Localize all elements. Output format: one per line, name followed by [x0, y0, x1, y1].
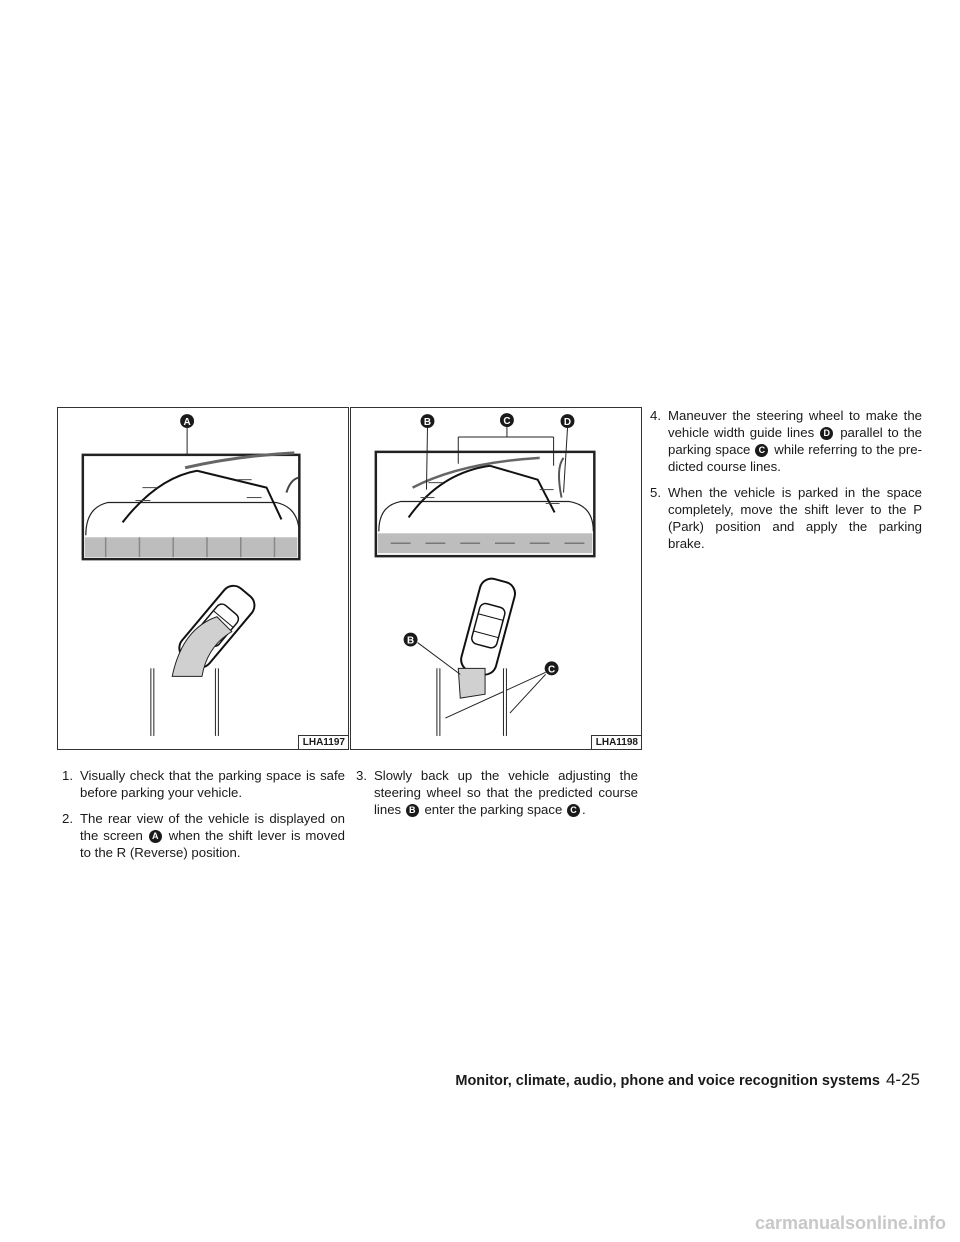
ref-c-icon: C — [755, 444, 768, 457]
step-2: 2. The rear view of the vehicle is displayed on the screen A when the shift lever is moved to the R (Reverse) position. — [62, 811, 345, 860]
callout-c-2: C — [548, 664, 556, 676]
text-column-3 — [650, 407, 922, 561]
callout-c-1: C — [503, 416, 511, 428]
figure-code: LHA1198 — [591, 735, 641, 749]
step-5: 5. When the vehicle is parked in the space completely, move the shift lever to the P (Park) position and apply the parking brake. — [650, 485, 922, 551]
step-4: 4. Maneuver the steering wheel to make the vehicle width guide lines D parallel to the parking space C while referring to the pre-dicted course lines. — [650, 408, 923, 474]
figure-code: LHA1197 — [298, 735, 348, 749]
page-footer — [455, 1070, 920, 1090]
callout-b-2: B — [407, 635, 415, 647]
section-title: Monitor, climate, audio, phone and voice recognition systems — [455, 1073, 880, 1089]
callout-b-1: B — [423, 417, 432, 429]
ref-a-icon: A — [149, 830, 162, 843]
step-3: 3. Slowly back up the vehicle adjusting the steering wheel so that the predicted course lines B enter the parking space C . — [356, 768, 638, 817]
figure-course-lines — [350, 407, 642, 750]
rear-view-illustration — [58, 408, 348, 749]
figure-rear-view-screen — [57, 407, 349, 750]
text-column-1 — [62, 767, 345, 870]
step-1: 1. Visually check that the parking space is safe before parking your vehicle. — [62, 768, 345, 800]
ref-b-icon: B — [406, 804, 419, 817]
callout-d-1: D — [563, 417, 572, 429]
text-column-2 — [356, 767, 638, 827]
watermark: carmanualsonline.info — [754, 1213, 946, 1233]
ref-c-icon: C — [567, 804, 580, 817]
callout-a-1: A — [183, 417, 191, 429]
ref-d-icon: D — [820, 427, 833, 440]
page-number: 4-25 — [885, 1070, 920, 1089]
course-lines-illustration — [351, 408, 641, 749]
car-top-view — [458, 576, 517, 677]
